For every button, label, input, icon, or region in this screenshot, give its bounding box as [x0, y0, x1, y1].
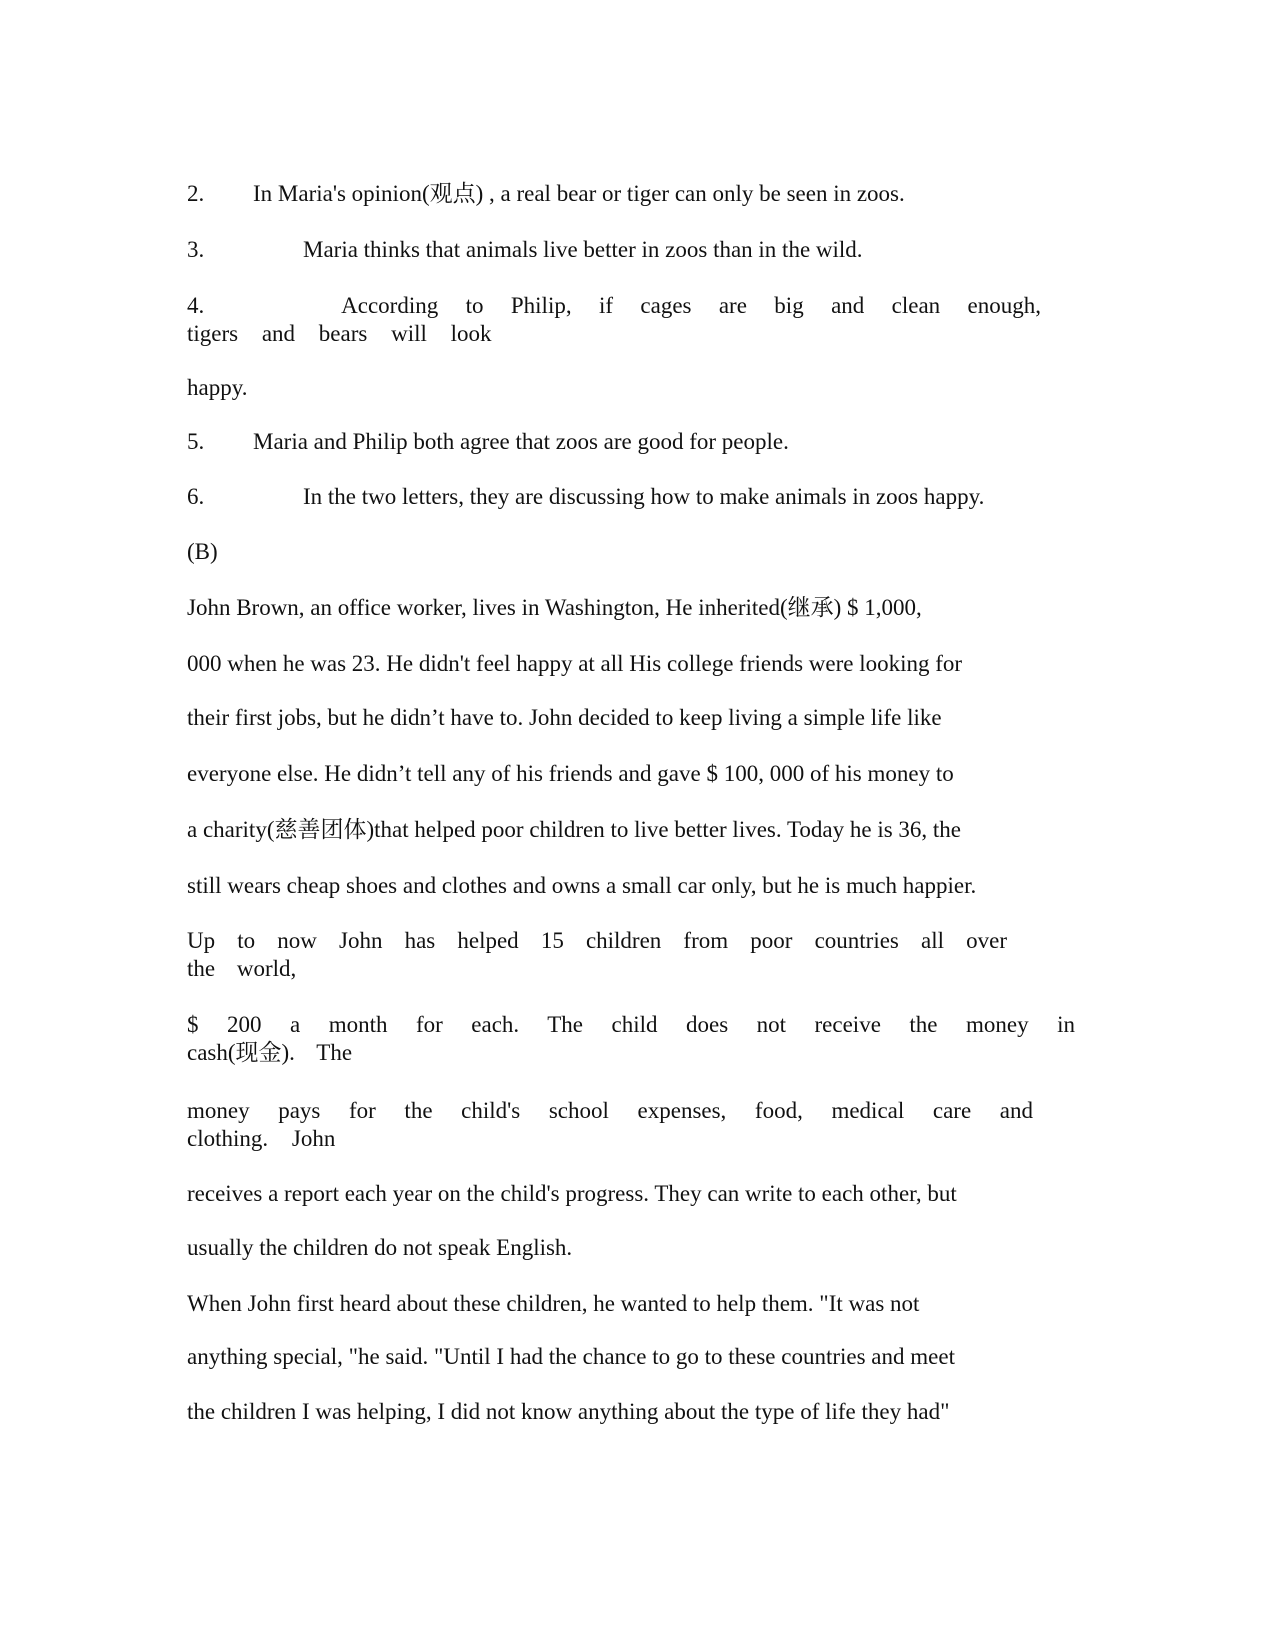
passage-line: the children I was helping, I did not know anything about the type of life they had"	[187, 1399, 950, 1424]
section-heading: (B)	[187, 539, 218, 564]
question-5	[187, 428, 789, 456]
passage-line: still wears cheap shoes and clothes and owns a small car only, but he is much happier.	[187, 873, 977, 898]
question-6	[187, 483, 984, 511]
passage-line: anything special, "he said. "Until I had the chance to go to these countries and meet	[187, 1344, 955, 1369]
passage-line: 000 when he was 23. He didn't feel happy at all His college friends were looking for	[187, 651, 963, 676]
question-text: In Maria's opinion(观点) , a real bear or tiger can only be seen in zoos.	[253, 181, 905, 206]
passage-line: money pays for the child's school expenses, food, medical care and clothing. John	[187, 1098, 1033, 1151]
passage-line: receives a report each year on the child's progress. They can write to each other, but	[187, 1181, 957, 1206]
passage-line: their first jobs, but he didn’t have to. John decided to keep living a simple life like	[187, 705, 942, 730]
question-2	[187, 180, 905, 208]
question-text: According to Philip, if cages are big and clean enough, tigers and bears will look	[187, 293, 1042, 346]
question-3	[187, 236, 863, 264]
passage-line: usually the children do not speak English.	[187, 1235, 573, 1260]
question-number: 2.	[187, 181, 205, 206]
question-number: 5.	[187, 429, 205, 454]
passage-line: When John first heard about these children, he wanted to help them. "It was not	[187, 1291, 920, 1316]
question-4-continuation: happy.	[187, 375, 248, 400]
passage-line: everyone else. He didn’t tell any of his friends and gave $ 100, 000 of his money to	[187, 761, 954, 786]
question-number: 6.	[187, 484, 205, 509]
passage-line: John Brown, an office worker, lives in Washington, He inherited(继承) $ 1,000,	[187, 595, 922, 620]
question-number: 3.	[187, 237, 205, 262]
passage-line: Up to now John has helped 15 children from poor countries all over the world,	[187, 928, 1007, 981]
question-number: 4.	[187, 293, 205, 318]
passage-line: a charity(慈善团体)that helped poor children to live better lives. Today he is 36, the	[187, 817, 962, 842]
passage-line: $ 200 a month for each. The child does not receive the money in cash(现金). The	[187, 1012, 1075, 1065]
question-text: In the two letters, they are discussing how to make animals in zoos happy.	[303, 484, 985, 509]
question-4	[187, 292, 1041, 348]
question-text: Maria thinks that animals live better in zoos than in the wild.	[303, 237, 863, 262]
question-text: Maria and Philip both agree that zoos are good for people.	[253, 429, 789, 454]
